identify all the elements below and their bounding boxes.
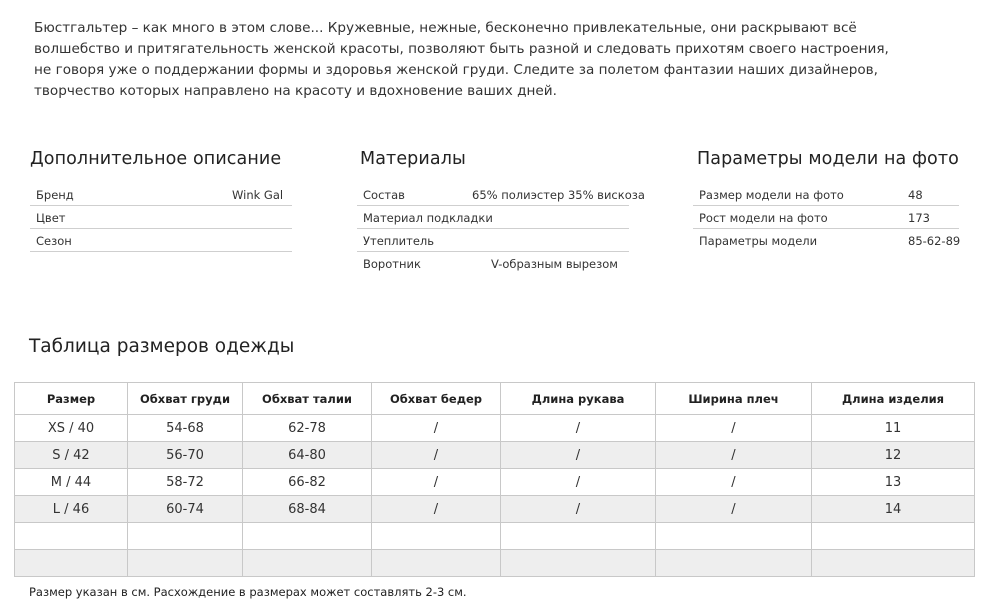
table-row <box>15 550 975 577</box>
info-key: Материал подкладки <box>363 211 493 225</box>
model-parameters-table <box>693 183 959 251</box>
column-header-shoulders: Ширина плеч <box>656 383 812 415</box>
table-cell <box>128 550 243 577</box>
info-key: Состав <box>363 188 405 202</box>
info-row-lining <box>357 206 629 229</box>
table-row <box>15 415 975 442</box>
product-description: Бюстгальтер – как много в этом слове... Кружевные, нежные, бесконечно привлекательные, они раскрывают всё волшебство и притягательность женской красоты, позволяют быть разной и следовать прихотям своего настроения, не говоря уже о поддержании формы и здоровья женской груди. Следите за полетом фантазии наших дизайнеров, творчество которых направлено на красоту и вдохновение ваших дней. <box>34 20 889 99</box>
info-row-insulation <box>357 229 629 252</box>
table-cell: 11 <box>812 415 975 442</box>
info-row-color <box>30 206 292 229</box>
table-cell <box>372 523 501 550</box>
column-header-waist: Обхват талии <box>243 383 372 415</box>
table-cell <box>656 550 812 577</box>
table-cell <box>656 523 812 550</box>
table-cell: S / 42 <box>15 442 128 469</box>
table-cell <box>372 550 501 577</box>
table-cell: M / 44 <box>15 469 128 496</box>
table-cell: 62-78 <box>243 415 372 442</box>
info-value: 173 <box>908 211 930 225</box>
table-cell: / <box>372 415 501 442</box>
table-cell <box>812 550 975 577</box>
column-header-size: Размер <box>15 383 128 415</box>
info-value: 48 <box>908 188 923 202</box>
table-cell <box>128 523 243 550</box>
table-cell: / <box>501 469 656 496</box>
info-row-brand <box>30 183 292 206</box>
table-cell: / <box>372 469 501 496</box>
info-key: Сезон <box>36 234 72 248</box>
table-cell: / <box>656 415 812 442</box>
materials-table <box>357 183 645 274</box>
size-table <box>14 382 975 577</box>
info-row-model-size <box>693 183 959 206</box>
table-row <box>15 496 975 523</box>
table-cell: / <box>656 442 812 469</box>
info-value: 65% полиэстер 35% вискоза <box>472 188 645 202</box>
info-key: Цвет <box>36 211 66 225</box>
table-cell: / <box>656 469 812 496</box>
info-key: Воротник <box>363 257 421 271</box>
info-row-model-height <box>693 206 959 229</box>
size-table-title: Таблица размеров одежды <box>29 336 295 357</box>
model-parameters-title: Параметры модели на фото <box>697 149 959 169</box>
additional-description-table <box>30 183 292 252</box>
table-cell <box>501 550 656 577</box>
info-row-model-measurements <box>693 229 959 251</box>
column-header-length: Длина изделия <box>812 383 975 415</box>
info-row-collar <box>357 252 629 274</box>
table-cell: XS / 40 <box>15 415 128 442</box>
info-row-composition <box>357 183 645 206</box>
table-row <box>15 442 975 469</box>
table-cell: 64-80 <box>243 442 372 469</box>
info-value: Wink Gal <box>232 188 284 202</box>
table-cell <box>501 523 656 550</box>
table-cell <box>243 523 372 550</box>
table-row <box>15 523 975 550</box>
column-header-bust: Обхват груди <box>128 383 243 415</box>
info-value: V-образным вырезом <box>491 257 618 271</box>
info-key: Рост модели на фото <box>699 211 828 225</box>
table-cell: 58-72 <box>128 469 243 496</box>
table-cell: 13 <box>812 469 975 496</box>
table-cell: 68-84 <box>243 496 372 523</box>
info-key: Размер модели на фото <box>699 188 844 202</box>
materials-title: Материалы <box>360 149 466 169</box>
table-cell <box>243 550 372 577</box>
table-cell: 66-82 <box>243 469 372 496</box>
info-key: Бренд <box>36 188 74 202</box>
column-header-hips: Обхват бедер <box>372 383 501 415</box>
table-cell <box>15 550 128 577</box>
size-table-header <box>15 383 975 415</box>
table-cell: 14 <box>812 496 975 523</box>
table-cell: 60-74 <box>128 496 243 523</box>
additional-description-title: Дополнительное описание <box>30 149 282 169</box>
table-cell: / <box>372 442 501 469</box>
table-cell: / <box>372 496 501 523</box>
info-key: Параметры модели <box>699 234 818 248</box>
table-cell: / <box>656 496 812 523</box>
table-cell <box>812 523 975 550</box>
table-cell: 12 <box>812 442 975 469</box>
table-cell: L / 46 <box>15 496 128 523</box>
table-row <box>15 469 975 496</box>
table-cell: 56-70 <box>128 442 243 469</box>
table-cell <box>15 523 128 550</box>
column-header-sleeve: Длина рукава <box>501 383 656 415</box>
size-note: Размер указан в см. Расхождение в размерах может составлять 2-3 см. <box>29 585 467 599</box>
table-cell: / <box>501 442 656 469</box>
table-cell: 54-68 <box>128 415 243 442</box>
table-cell: / <box>501 496 656 523</box>
info-row-season <box>30 229 292 252</box>
table-cell: / <box>501 415 656 442</box>
info-value: 85-62-89 <box>908 234 961 248</box>
info-key: Утеплитель <box>363 234 435 248</box>
